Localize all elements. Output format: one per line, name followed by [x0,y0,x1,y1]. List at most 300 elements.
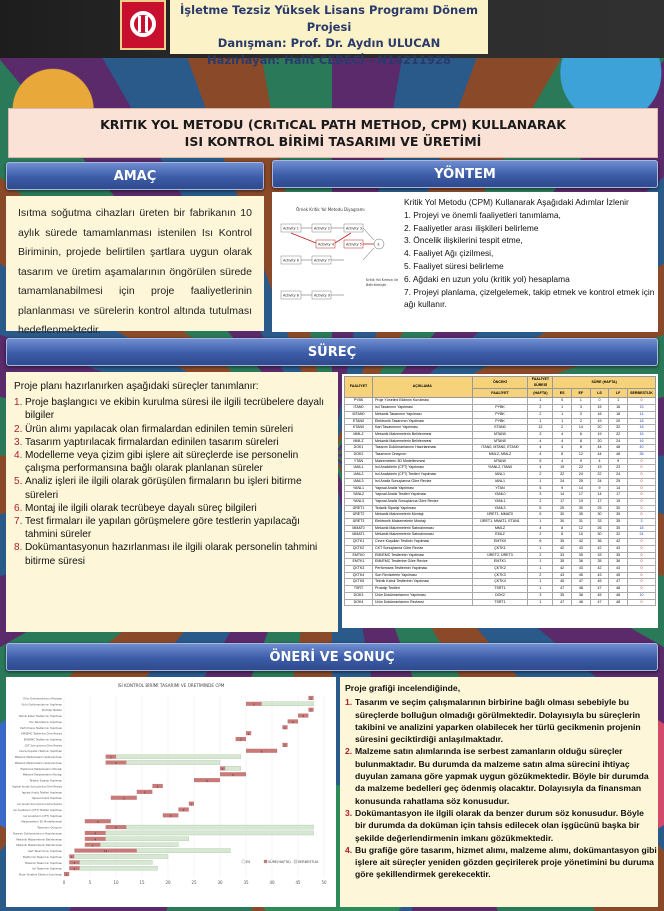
surec-list [14,380,332,568]
table-cell: 0 [627,465,655,472]
table-cell: 4 [528,525,553,532]
table-cell: MTAN0 [345,411,373,418]
gantt-row-label: Tedarik Siparişi Yapılması [29,779,62,783]
table-cell: MMAT0 [345,525,373,532]
table-cell: 2 [528,411,553,418]
gantt-row-label: Isıl Analizlerin (CFT) Testleri Yapılması [13,808,62,812]
table-cell: 0 [590,398,609,405]
table-cell: ÜRET3 [345,519,373,526]
table-row [345,545,656,552]
table-cell: 42 [590,545,609,552]
surec-item-text: Test firmaları ile yapılan görüşmelere göre testlerin yapılacağı tahmini süreler [25,516,300,541]
table-cell: 45 [590,592,609,599]
gantt-duration-label: 4 [115,762,117,766]
gantt-row-label: Elektronik Malzemelerin Montajı [20,767,62,771]
table-cell: 32 [609,532,628,539]
table-cell: Teknik Kabul Testlerinin Yapılması [372,579,472,586]
table-cell: 8 [572,445,591,452]
table-cell: 18 [627,525,655,532]
table-cell: 32 [609,425,628,432]
table-cell: 48 [572,586,591,593]
table-cell: 43 [572,565,591,572]
table-cell: 1 [553,405,572,412]
gantt-legend-swatch [264,860,267,863]
table-cell: 36 [590,539,609,546]
table-cell: 4 [553,458,572,465]
table-cell: Malzemelerin 3D Modellenmesi [372,458,472,465]
gantt-duration-label: 1 [70,856,73,860]
gantt-row-label: Elektronik Tasarımın Yapılması [22,855,62,859]
surec-item [14,515,332,541]
table-cell: 8 [553,452,572,459]
table-cell: 5 [528,505,553,512]
table-cell: 0 [553,398,572,405]
table-cell: 14 [627,411,655,418]
gantt-title: ISI KONTROL BİRİMİ TASARIMI VE ÜRETİMİNDE CPM [117,683,225,688]
oneri-item-text: Tasarım ve seçim çalışmalarının birbirine bağlı olması sebebiyle bu süreçlerde bolluğun olmadığı görülmektedir. Dolayısıyla bu süreçlerin takibini ve analizini yaparken olabilecek her türlü gecikmenin projenin süresini geciktirdiği anlaşılmaktadır. [355,697,641,745]
table-cell: 0 [627,559,655,566]
th-ef: EF [572,389,591,398]
table-cell: 44 [590,445,609,452]
table-cell: 42 [590,565,609,572]
table-row [345,405,656,412]
table-cell: 25 [572,478,591,485]
table-cell: 14 [590,492,609,499]
oneri-item [345,844,657,881]
table-cell: 1 [528,586,553,593]
surec-item-number: 1. [14,397,23,409]
gantt-tick-label: 25 [191,880,197,885]
table-cell: 0 [627,485,655,492]
table-row [345,452,656,459]
th-bos: SERBESTLİK [627,389,655,398]
table-cell: DOK3 [345,592,373,599]
table-cell: 5 [528,458,553,465]
gantt-tick-label: 0 [62,880,66,885]
header-box [170,0,488,67]
table-cell: 18 [627,418,655,425]
gantt-row-label: Mekanik Malzemelerin Belirlenmesi [16,844,62,848]
table-cell: 4 [528,445,553,452]
table-cell: 1 [528,478,553,485]
table-cell: 8 [572,438,591,445]
gantt-duration-label: 3 [169,814,172,818]
yontem-step: 7. Projeyi planlama, çizelgelemek, takip etmek ve kontrol etmek için ağı kullanır. [404,286,655,310]
amac-panel [6,196,264,336]
gantt-row-label: Son Revizelerin Yapılması [29,720,62,724]
table-cell: 35 [553,539,572,546]
table-cell: 1 [528,565,553,572]
table-cell: MMLZ, MMLZ [472,452,528,459]
table-cell: 48 [609,586,628,593]
surec-item [14,423,332,436]
table-cell: 47 [590,586,609,593]
table-cell: ÜRET1, MMAT1, ETAN1 [472,519,528,526]
surec-item [14,502,332,515]
node-2: Activity 2 [314,226,330,231]
gantt-row-label: Mekanik Malzemelerin Satınalınması [14,756,62,760]
table-cell: EMTK0 [472,539,528,546]
table-cell: 3 [627,519,655,526]
surec-item-number: 5. [14,476,23,488]
table-cell: 0 [627,572,655,579]
gantt-row-label: EMI/EMC Testlerinin Yapılması [23,738,62,742]
table-cell: 47 [609,579,628,586]
surec-item-number: 7. [14,516,23,528]
table-cell: 22 [553,472,572,479]
gantt-row-label: Isıl Analiz Sonuçlarına Göre Revize [17,803,62,807]
gantt-slack-bar [126,760,220,764]
gantt-slack-bar [262,702,314,706]
table-cell: DOK4 [345,599,373,606]
surec-item-number: 3. [14,436,23,448]
table-cell: 24 [609,438,628,445]
gantt-duration-label: 1 [221,768,224,772]
table-cell: ÇKTK2 [345,545,373,552]
node-3: Activity 3 [346,226,362,231]
table-cell: TSRT [345,586,373,593]
table-row [345,532,656,539]
table-cell: 2 [528,405,553,412]
oneri-item [345,807,657,844]
table-cell: IANL1 [472,478,528,485]
table-cell: 15 [627,431,655,438]
surec-item-text: Proje başlangıcı ve ekibin kurulma süresi ile ilgili tecrübelere dayalı bilgiler [25,397,325,422]
table-cell: 45 [572,572,591,579]
gantt-duration-label: 2 [73,861,76,865]
table-cell: ITAN0 [345,405,373,412]
gantt-duration-label: 4 [115,826,117,830]
surec-item-text: Analiz işleri ile ilgili olarak görüşülen firmaların bu işleri bitirme süreleri [25,476,302,501]
network-diagram [276,200,400,318]
table-cell: 19 [590,465,609,472]
gantt-duration-label: 1 [247,732,250,736]
table-cell: 36 [627,452,655,459]
table-cell: Isıl Analizlerin (CFT) Yapılması [372,465,472,472]
table-cell: 17 [553,498,572,505]
node-1: Activity 1 [283,226,299,231]
cpm-table-wrap [342,374,658,628]
table-cell: ÜRET2 [345,512,373,519]
table-row [345,458,656,465]
th-sure: FAALİYET SÜRESİ [528,377,553,389]
table-cell: Tasarımın Onayının [372,452,472,459]
table-cell: 45 [553,579,572,586]
table-cell: Isıl Tasarımın Yapılması [372,405,472,412]
gantt-row-label: Malzemelerin 3D Modellenmesi [21,820,62,824]
table-cell: 2 [528,572,553,579]
th-aciklama: AÇIKLAMA [372,377,472,398]
table-cell: 35 [553,559,572,566]
gantt-slack-bar [80,866,158,870]
gantt-duration-label: 1 [190,803,193,807]
table-cell: 17 [572,492,591,499]
table-cell: 20 [590,438,609,445]
gantt-duration-label: 5 [206,779,208,783]
poster-title: KRITIK YOL METODU (CRıTıCAL PATH METHOD, CPM) KULLANARAK ISI KONTROL BİRİMİ TASARIMI VE ÜRETİMİ [8,108,658,158]
oneri-item-number: 3. [345,807,353,818]
gantt-row-label: EMI/EMC Testlerine Göre Revize [21,732,62,736]
end-node: E [377,242,380,247]
table-cell: CKT Sonuçlarına Göre Revize [372,545,472,552]
surec-item-text: Montaj ile ilgili olarak tecrübeye dayalı süreç bilgileri [25,502,257,514]
table-cell: - [472,398,528,405]
gantt-duration-label: 1 [284,744,286,748]
oneri-item-number: 2. [345,746,353,757]
table-cell: 9 [590,485,609,492]
table-cell: EMTK1 [345,559,373,566]
table-cell: 20 [590,425,609,432]
table-cell: 0 [627,492,655,499]
table-row [345,411,656,418]
table-cell: IANL3 [345,478,373,485]
table-cell: Isıl Analiz Sonuçlarına Göre Revize [372,478,472,485]
table-row [345,586,656,593]
yontem-step: 3. Öncelik ilişkilerini tespit etme, [404,235,523,246]
table-cell: MTAN0 [472,438,528,445]
table-cell: ÇKTK5 [345,579,373,586]
table-row [345,472,656,479]
table-cell: 35 [609,552,628,559]
th-lf: LF [609,389,628,398]
table-cell: DOK2 [345,452,373,459]
th-sure-sub: (HAFTA) [528,389,553,398]
author: Hazırlayan: Halit CEBECİ - N14211928 [207,52,451,67]
table-cell: 24 [590,478,609,485]
table-cell: 12 [572,452,591,459]
table-cell: 17 [609,492,628,499]
table-cell: Ürün Dokümanlarının Revizesi [372,599,472,606]
network-note: Kritik Yol Kırmızı ile Belirtilmiştir [366,278,399,287]
table-cell: IANL1 [472,472,528,479]
table-cell: 1 [528,519,553,526]
table-cell: 22 [590,472,609,479]
table-cell: Mekanik Malzemelerin Belirlenmesi [372,431,472,438]
table-row [345,539,656,546]
node-5: Activity 5 [346,242,362,247]
table-cell: 43 [609,545,628,552]
yontem-text [404,196,658,311]
table-cell: 8 [553,525,572,532]
table-cell: 12 [572,525,591,532]
gantt-slack-bar [137,849,231,853]
table-cell: 2 [528,552,553,559]
table-cell: 23 [609,465,628,472]
gantt-row-label: Proje Yönetimi Ekibinin Kurulması [18,873,62,877]
table-cell: 4 [553,445,572,452]
gantt-tick-label: 45 [295,880,301,885]
table-cell: 3 [572,405,591,412]
node-4: Activity 4 [318,242,334,247]
table-cell: EMI/EMC Testlerine Göre Revize [372,559,472,566]
gantt-slack-bar [106,831,314,835]
table-cell: 35 [572,552,591,559]
table-cell: 2 [528,498,553,505]
table-cell: 14 [609,485,628,492]
table-row [345,425,656,432]
table-cell: 24 [609,472,628,479]
table-cell: 0 [627,398,655,405]
table-cell: 8 [553,532,572,539]
oneri-bar: ÖNERİ VE SONUÇ [6,643,658,671]
table-cell: 3 [528,592,553,599]
table-cell: 33 [590,552,609,559]
oneri-item-number: 1. [345,697,353,708]
gantt-row-label: Prototip Testleri [41,709,62,713]
table-row [345,565,656,572]
table-cell: 44 [590,452,609,459]
table-cell: 0 [627,512,655,519]
gantt-row-label: CKT Sonuçlarına Göre Revize [24,744,62,748]
table-cell: YTAN [345,458,373,465]
gantt-tick-label: 20 [165,880,171,885]
gantt-duration-label: 5 [96,820,99,824]
table-cell: ETAN0 [345,418,373,425]
gantt-row-label: Mekanik Malzemelerin Montajı [22,773,62,777]
node-6: Activity 6 [283,258,299,263]
oneri-item-number: 4. [345,844,353,855]
table-cell: 1 [528,579,553,586]
gantt-chart [6,677,336,907]
table-cell: MMLZ [345,438,373,445]
surec-item-text: Ürün alımı yapılacak olan firmalardan edinilen temin süreleri [25,423,294,435]
table-cell: 9 [553,485,572,492]
surec-item-number: 2. [14,423,23,435]
table-cell: 31 [572,519,591,526]
table-row [345,599,656,606]
table-cell: 4 [528,465,553,472]
surec-item-text: Tasarım yaptırılacak firmalardan edinilen tasarım süreleri [25,436,279,448]
table-cell: Mekanik Malzemelerin Montajı [372,512,472,519]
gantt-duration-label: 2 [73,867,76,871]
surec-bar: SÜREÇ [6,338,658,366]
table-cell: 26 [590,525,609,532]
table-cell: 25 [553,505,572,512]
table-cell: 0 [627,472,655,479]
table-cell: 0 [627,586,655,593]
th-es: ES [553,389,572,398]
gantt-row-label: Teknik Kabul Testlerinin Yapılması [18,715,62,719]
gantt-slack-bar [116,755,241,759]
table-cell: Tasarım Dokümanlarının Hazırlanması [372,445,472,452]
gantt-tick-label: 5 [88,880,92,885]
table-cell: 1 [528,418,553,425]
table-row [345,552,656,559]
table-cell: 35 [609,519,628,526]
table-cell: Mekanik Malzemelerin Belirlenmesi [372,438,472,445]
table-row [345,492,656,499]
table-cell: 35 [572,512,591,519]
table-cell: PYBK [472,411,528,418]
table-row [345,579,656,586]
th-faaliyet: FAALİYET [345,377,373,398]
table-cell: 17 [590,498,609,505]
gantt-duration-label: 4 [94,838,97,842]
table-cell: Son Revizelerin Yapılması [372,572,472,579]
table-cell: ÜRET2, ÜRET3 [472,552,528,559]
yontem-step: 5. Faaliyet süresi belirleme [404,260,504,271]
table-cell: 2 [572,418,591,425]
table-cell: 38 [572,592,591,599]
table-cell: PYBK [472,405,528,412]
table-cell: Tedarik Siparişi Yapılması [372,505,472,512]
table-cell: 1 [528,559,553,566]
gantt-slack-bar [74,854,168,858]
university-logo-icon [120,0,166,50]
gantt-duration-label: 3 [252,703,255,707]
network-title: Örnek Kritik Yol Metodu Diyagramı [296,207,365,212]
table-row [345,445,656,452]
table-cell: 24 [572,472,591,479]
table-cell: 2 [553,425,572,432]
table-row [345,498,656,505]
table-cell: 1 [528,545,553,552]
table-cell: 10 [572,532,591,539]
oneri-item-text: Malzeme satın alımlarında ise serbest zamanların olduğu süreçler bulunmaktadır. Bu durumda da malzeme satın alma sürecini ihtiyaç duyulan zamana göre yapmak uygun gözükmektedir. Böyle bir durumda da malzeme bedelleri geç ödenmiş olacaktır. Dolayısıyla da finansman konusunda rahatlama söz konusudur. [355,746,649,806]
table-cell: YIANL2, ITAN0 [472,465,528,472]
table-cell: 2 [528,532,553,539]
gantt-row-label: Ürün Dokümanlarının Revizesi [23,697,62,701]
gantt-tick-label: 50 [321,880,327,885]
table-cell: EMTK1 [472,559,528,566]
table-cell: 1 [553,418,572,425]
table-cell: 43 [609,565,628,572]
table-cell: Mekanik Malzemelerin Satınalınması [372,525,472,532]
gantt-duration-label: 1 [65,873,68,877]
table-cell: 16 [590,411,609,418]
table-cell: MTAN0 [472,431,528,438]
table-cell: 4 [590,458,609,465]
table-row [345,525,656,532]
table-cell: 24 [553,478,572,485]
gantt-row-label: Kart Tasarımının Yapılması [28,850,62,854]
table-cell: PYBK [345,398,373,405]
table-cell: 0 [627,505,655,512]
table-row [345,485,656,492]
table-cell: 16 [627,438,655,445]
th-ls: LS [590,389,609,398]
gantt-legend-swatch [242,860,245,863]
table-row [345,559,656,566]
table-cell: 1 [609,398,628,405]
table-cell: 33 [590,519,609,526]
table-cell: DOK1 [345,445,373,452]
surec-item [14,475,332,501]
gantt-duration-label: 2 [302,715,305,719]
table-cell: 5 [528,485,553,492]
table-cell: YANL3 [345,498,373,505]
surec-item-number: 6. [14,502,23,514]
oneri-head: Proje grafiği incelendiğinde, [345,683,461,693]
table-cell: 48 [609,599,628,606]
table-cell: 45 [590,579,609,586]
gantt-row-label: Performans Testlerinin Yapılması [20,726,62,730]
gantt-row-label: Yapısal Analiz Testleri Yapılması [21,791,62,795]
yontem-step: 2. Faaliyetler arası ilişkileri belirleme [404,222,539,233]
table-cell: YANL2 [345,492,373,499]
gantt-duration-label: 2 [156,785,159,789]
table-cell: 45 [609,572,628,579]
table-row [345,505,656,512]
table-cell: 0 [627,545,655,552]
table-cell: ÇKTK1 [345,539,373,546]
table-cell: 1 [572,398,591,405]
table-cell: YANL1 [345,485,373,492]
table-cell: 18 [609,411,628,418]
table-cell: Yapısal Analiz Sonuçlarına Göre Revize [372,498,472,505]
table-cell: 6 [572,431,591,438]
table-cell: 25 [590,505,609,512]
